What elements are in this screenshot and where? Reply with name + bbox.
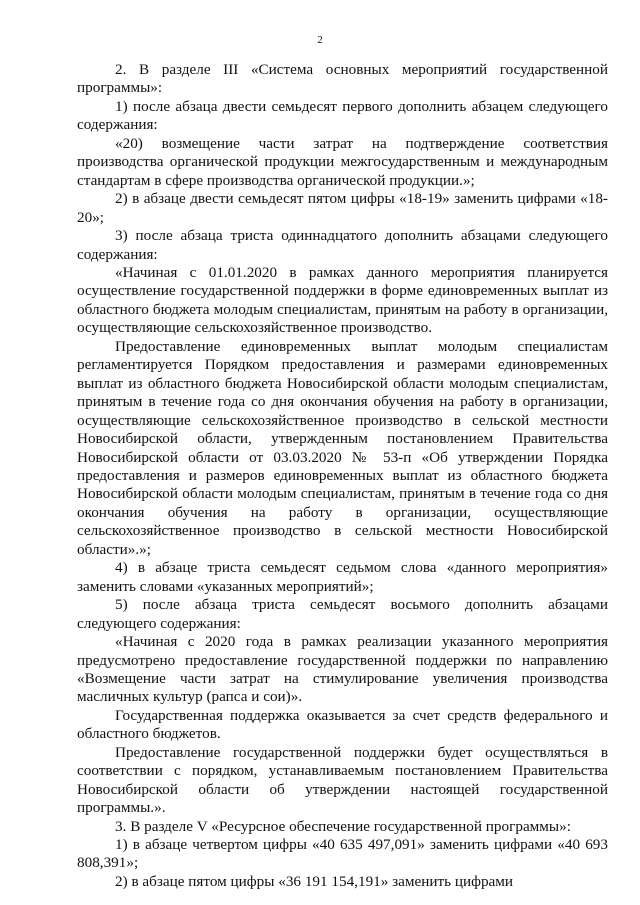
paragraph-item-3-quote-a: «Начиная с 01.01.2020 в рамках данного мероприятия планируется осуществление государственной поддержки в форме единовременных выплат из областного бюджета молодым специалистам, принятым на работу в организации, осуществляющие сельскохозяйственное производство. [77,263,608,337]
page-number: 2 [317,34,323,46]
paragraph-item-3: 3) после абзаца триста одиннадцатого дополнить абзацами следующего содержания: [77,227,608,263]
paragraph-section-5-item-2: 2) в абзаце пятом цифры «36 191 154,191» заменить цифрами [115,872,514,890]
paragraph-item-1-quote: «20) возмещение части затрат на подтверждение соответствия производства органической продукции межгосударственным и международным стандартам в сфере производства органической продукции.»; [77,134,608,189]
paragraph-item-5: 5) после абзаца триста семьдесят восьмого дополнить абзацами следующего содержания: [77,596,608,632]
paragraph-section-3-heading: 2. В разделе III «Система основных мероприятий государственной программы»: [77,61,608,97]
paragraph-item-1: 1) после абзаца двести семьдесят первого дополнить абзацем следующего содержания: [77,97,608,134]
paragraph-section-5-item-1: 1) в абзаце четвертом цифры «40 635 497,091» заменить цифрами «40 693 808,391»; [77,836,608,872]
paragraph-item-3-quote-b: Предоставление единовременных выплат молодым специалистам регламентируется Порядком предоставления и размерами единовременных выплат из областного бюджета Новосибирской области молодым специалистам, принятым в течение года со дня окончания обучения на работу в организации, осуществляющие сельскохозяйственное производство в сельской местности Новосибирской области, утвержденным постановлением Правительства Новосибирской области от 03.03.2020 № 53-п «Об утверждении Порядка предоставления и размеров единовременных выплат из областного бюджета Новосибирской области молодым специалистам, принятым в течение года со дня окончания обучения на работу в организации, осуществляющие сельскохозяйственное производство в сельской местности Новосибирской области».»; [77,337,608,558]
paragraph-section-5-heading: 3. В разделе V «Ресурсное обеспечение государственной программы»: [115,817,571,835]
paragraph-item-2: 2) в абзаце двести семьдесят пятом цифры «18-19» заменить цифрами «18-20»; [77,190,608,226]
document-body [77,61,608,891]
paragraph-item-4: 4) в абзаце триста семьдесят седьмом слова «данного мероприятия» заменить словами «указанных мероприятий»; [77,559,608,595]
paragraph-item-5-quote-a: «Начиная с 2020 года в рамках реализации указанного мероприятия предусмотрено предоставление государственной поддержки по направлению «Возмещение части затрат на стимулирование увеличения производства масличных культур (рапса и сои)». [77,633,608,706]
paragraph-item-5-quote-c: Предоставление государственной поддержки будет осуществляться в соответствии с порядком, устанавливаемым постановлением Правительства Новосибирской области об утверждении настоящей государственной программы.». [77,743,608,817]
paragraph-item-5-quote-b: Государственная поддержка оказывается за счет средств федерального и областного бюджетов. [77,706,608,743]
